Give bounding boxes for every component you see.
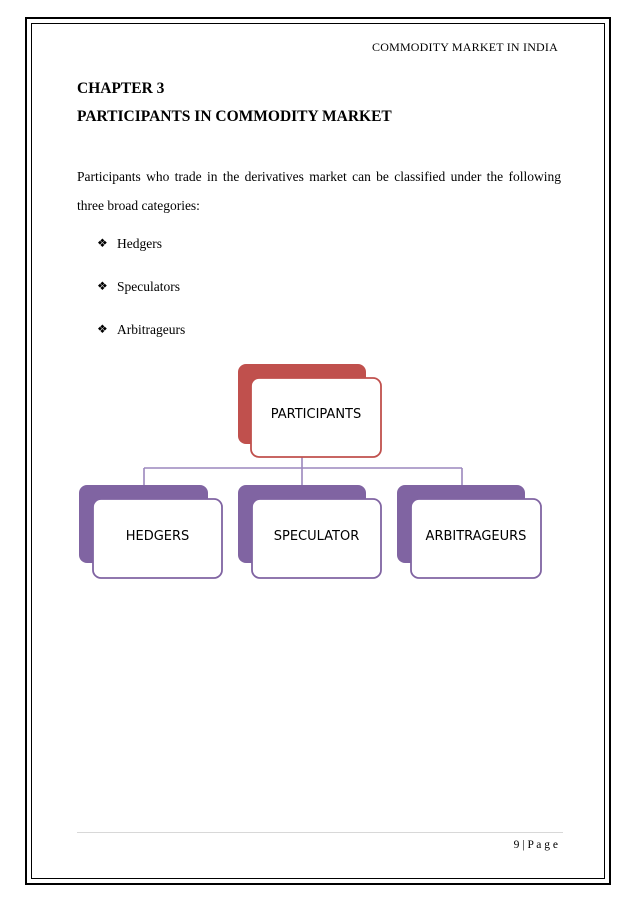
child-node-label: ARBITRAGEURS: [425, 529, 527, 544]
child-node-label: HEDGERS: [125, 529, 190, 544]
page-number: 9 | P a g e: [513, 839, 558, 851]
intro-paragraph: Participants who trade in the derivatives market can be classified under the following three broad categories:: [77, 169, 561, 213]
list-item-label: Arbitrageurs: [117, 321, 186, 337]
chapter-title: PARTICIPANTS IN COMMODITY MARKET: [77, 108, 392, 125]
chapter-label: CHAPTER 3: [77, 80, 165, 97]
diagram-connectors: [144, 457, 462, 485]
root-node-label: PARTICIPANTS: [270, 407, 362, 422]
diamond-bullet-icon: ❖: [97, 236, 108, 250]
diamond-bullet-icon: ❖: [97, 279, 108, 293]
child-node-label: SPECULATOR: [273, 529, 360, 544]
running-header: COMMODITY MARKET IN INDIA: [372, 40, 558, 54]
list-item-label: Speculators: [117, 278, 180, 294]
diamond-bullet-icon: ❖: [97, 322, 108, 336]
list-item-label: Hedgers: [117, 235, 162, 251]
footer-divider: [77, 832, 563, 833]
